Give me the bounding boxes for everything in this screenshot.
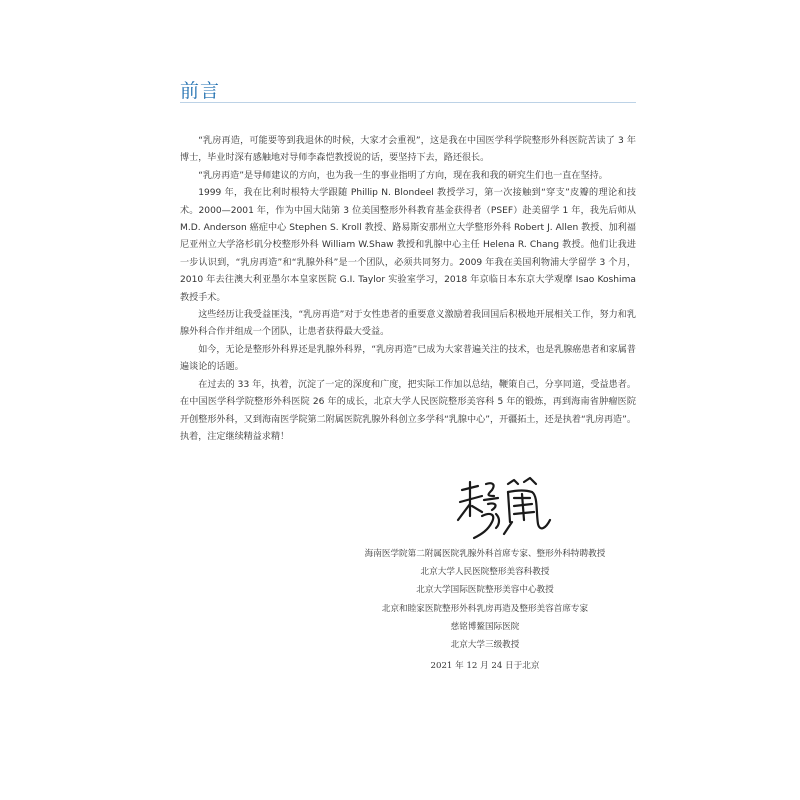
title-underline (180, 102, 636, 103)
author-affiliations (300, 545, 670, 654)
preface-paragraph-5: 如今，无论是整形外科界还是乳腺外科界，“乳房再造”已成为大家普遍关注的技术，也是乳腺癌患者和家属普遍谈论的话题。 (180, 344, 636, 373)
preface-paragraph-2: “乳房再造”是导师建议的方向，也为我一生的事业指明了方向，现在我和我的研究生们也一直在坚持。 (198, 170, 608, 181)
preface-paragraph-1: “乳房再造，可能要等到我退休的时候，大家才会重视”，这是我在中国医学科学院整形外科医院苦读了 3 年博士，毕业时深有感触地对导师李森恺教授说的话，要坚持下去，路还很长。 (180, 136, 636, 164)
affiliation-line: 海南医学院第二附属医院乳腺外科首席专家、整形外科特聘教授 (364, 549, 606, 559)
preface-paragraph-3: 1999 年，我在比利时根特大学跟随 Phillip N. Blondeel 教授学习，第一次接触到“穿支”皮瓣的理论和技术。2000—2001 年，作为中国大陆第 3 位美国整形外科教育基金获得者（PSEF）赴美留学 1 年，我先后师从 M.D. Anderson 癌症中心 Stephen S. Kroll 教授、路易斯安那州立大学整形外科 Robert J. Allen 教授、加利福尼亚州立大学洛杉矶分校整形外科 William W.Shaw 教授和乳腺中心主任 Helena R. Chang 教授。他们让我进一步认识到，“乳房再造”和“乳腺外科”是一个团队，必须共同努力。2009 年我在美国利物浦大学留学 3 个月，2010 年去往澳大利亚墨尔本皇家医院 G.I. Taylor 实验室学习，2018 年京临日本东京大学观摩 Isao Koshima 教授手术。 (180, 188, 636, 303)
preface-body (180, 133, 636, 446)
affiliation-line: 北京大学三级教授 (450, 640, 520, 651)
page-title: 前言 (180, 80, 221, 102)
affiliation-line: 北京大学国际医院整形美容中心教授 (416, 585, 554, 596)
affiliation-line: 慈铭博鳌国际医院 (450, 621, 520, 632)
preface-paragraph-4: 这些经历让我受益匪浅，“乳房再造”对于女性患者的重要意义激励着我回国后积极地开展相关工作，努力和乳腺外科合作并组成一个团队，让患者获得最大受益。 (180, 310, 636, 338)
preface-paragraph-6: 在过去的 33 年，执着，沉淀了一定的深度和广度，把实际工作加以总结，鞭策自己，分享同道，受益患者。在中国医学科学院整形外科医院 26 年的成长，北京大学人民医院整形美容科 5 年的锻炼，再到海南省肿瘤医院开创整形外科，又到海南医学院第二附属医院乳腺外科创立多学科“乳腺中心”，开疆拓土，还是执着“乳房再造”。执着，注定继续精益求精！ (180, 379, 636, 442)
handwritten-signature (452, 476, 560, 542)
affiliation-line: 北京大学人民医院整形美容科教授 (420, 567, 550, 578)
affiliation-line: 北京和睦家医院整形外科乳房再造及整形美容首席专家 (381, 603, 589, 614)
preface-date: 2021 年 12 月 24 日于北京 (430, 661, 540, 671)
